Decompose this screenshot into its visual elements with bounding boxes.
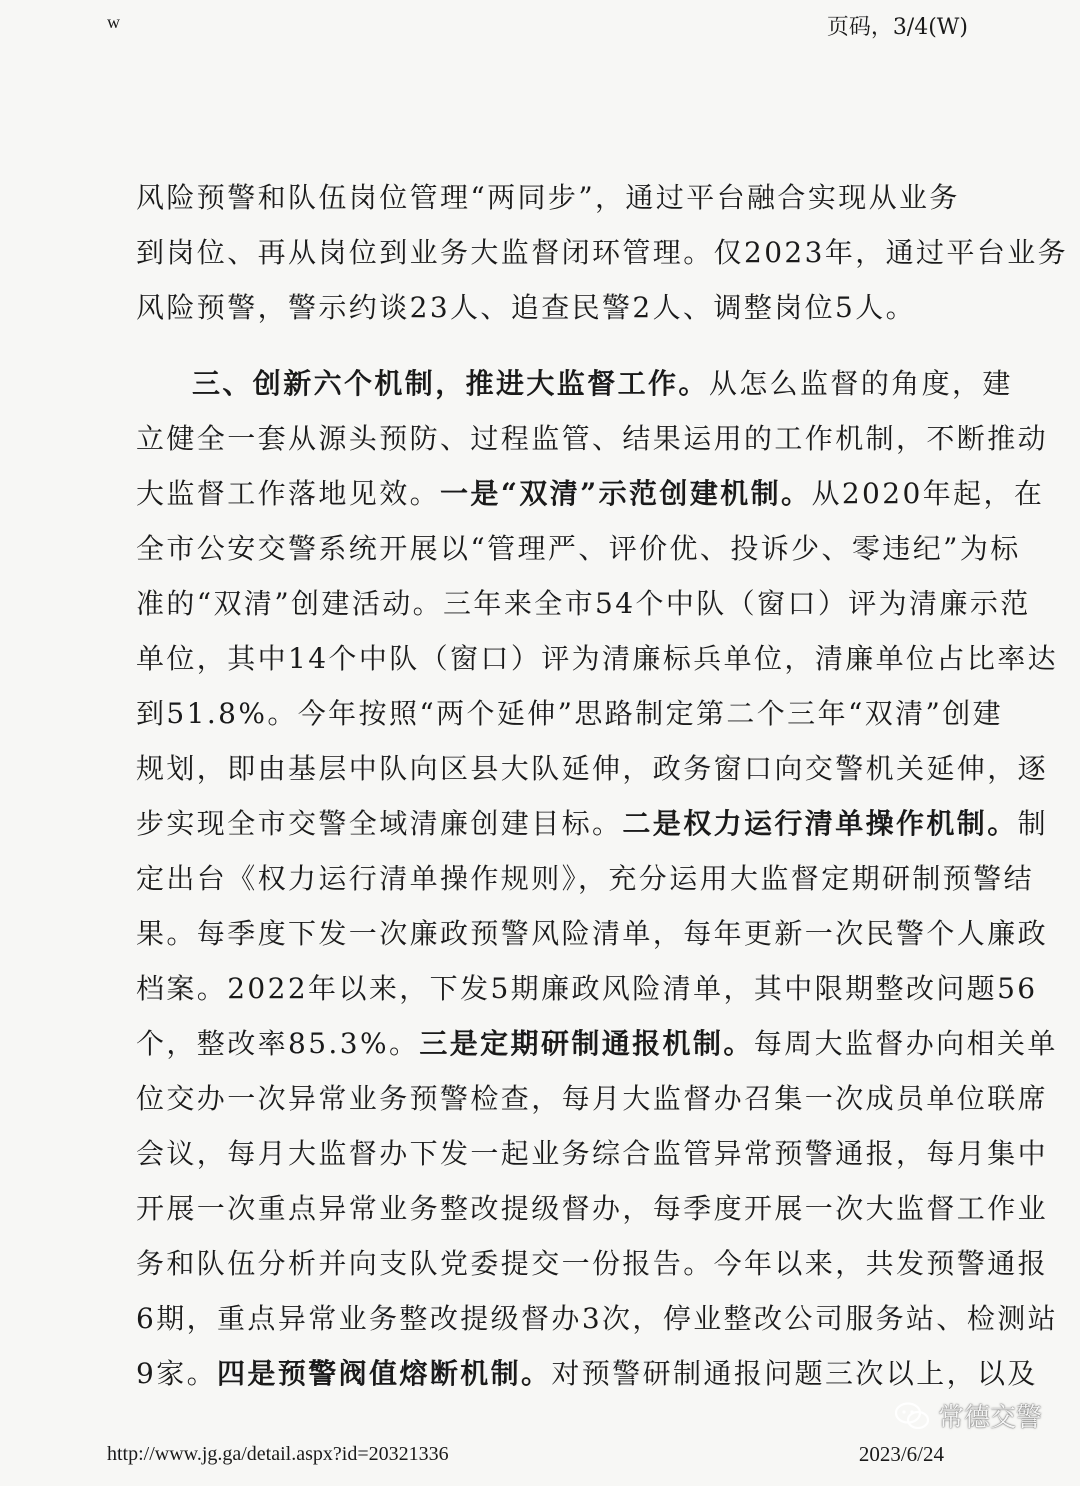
- text-segment: 位交办一次异常业务预警检查，每月大监督办召集一次成员单位联席: [136, 1082, 1049, 1115]
- text-line: [136, 796, 1049, 851]
- text-line: [136, 1291, 1059, 1346]
- footer-url: http://www.jg.ga/detail.aspx?id=20321336: [107, 1443, 449, 1465]
- text-segment: 每周大监督办向相关单: [753, 1027, 1058, 1060]
- text-segment: 大监督工作落地见效。: [136, 477, 441, 510]
- text-segment: 准的“双清”创建活动。三年来全市54个中队（窗口）评为清廉示范: [136, 587, 1031, 620]
- text-segment: 会议，每月大监督办下发一起业务综合监管异常预警通报，每月集中: [136, 1137, 1049, 1170]
- footer-date: 2023/6/24: [858, 1442, 944, 1466]
- text-segment: 风险预警和队伍岗位管理“两同步”，通过平台融合实现从业务: [136, 181, 960, 214]
- text-line: [136, 466, 1045, 521]
- text-segment: 果。每季度下发一次廉政预警风险清单，每年更新一次民警个人廉政: [136, 917, 1049, 950]
- text-line: [136, 1236, 1049, 1291]
- text-line: [136, 225, 1069, 280]
- watermark: [894, 1397, 1042, 1434]
- text-line: [136, 851, 1035, 906]
- text-line: [136, 521, 1021, 576]
- page-number: 页码，3/4(W): [826, 15, 968, 40]
- text-segment: 步实现全市交警全域清廉创建目标。: [136, 807, 623, 840]
- bold-heading-segment: 四是预警阀值熔断机制。: [217, 1357, 552, 1390]
- bold-heading-segment: 一是“双清”示范创建机制。: [440, 477, 812, 510]
- text-line: [136, 631, 1059, 686]
- text-segment: 规划，即由基层中队向区县大队延伸，政务窗口向交警机关延伸，逐: [136, 752, 1049, 785]
- text-segment: 务和队伍分析并向支队党委提交一份报告。今年以来，共发预警通报: [136, 1247, 1049, 1280]
- paragraph-1: [136, 170, 1069, 335]
- text-segment: 风险预警，警示约谈23人、追查民警2人、调整岗位5人。: [136, 291, 917, 324]
- text-segment: 定出台《权力运行清单操作规则》，充分运用大监督定期研制预警结: [136, 862, 1035, 895]
- text-line: [136, 686, 1004, 741]
- text-line: [136, 1181, 1049, 1236]
- text-segment: 个，整改率85.3%。: [136, 1027, 420, 1060]
- text-segment: 开展一次重点异常业务整改提级督办，每季度开展一次大监督工作业: [136, 1192, 1049, 1225]
- text-segment: 到岗位、再从岗位到业务大监督闭环管理。仅2023年，通过平台业务: [136, 236, 1069, 269]
- wechat-icon: [894, 1401, 930, 1431]
- text-line: [136, 906, 1049, 961]
- text-line: [136, 961, 1038, 1016]
- bold-heading-segment: 三、创新六个机制，推进大监督工作。: [192, 367, 709, 400]
- bold-heading-segment: 三是定期研制通报机制。: [419, 1027, 754, 1060]
- text-segment: 单位，其中14个中队（窗口）评为清廉标兵单位，清廉单位占比率达: [136, 642, 1059, 675]
- text-segment: 从怎么监督的角度，建: [708, 367, 1013, 400]
- text-segment: 制: [1017, 807, 1049, 840]
- text-segment: 全市公安交警系统开展以“管理严、评价优、投诉少、零违纪”为标: [136, 532, 1021, 565]
- text-line: [136, 1346, 1038, 1401]
- text-segment: 9家。: [136, 1357, 218, 1390]
- text-segment: 从2020年起，在: [811, 477, 1045, 510]
- text-line: [136, 1071, 1049, 1126]
- text-line: [136, 356, 1013, 411]
- text-line: [136, 170, 960, 225]
- text-line: [136, 576, 1031, 631]
- paragraph-2: [136, 356, 1059, 1401]
- header-mark: w: [107, 12, 120, 32]
- text-segment: 6期，重点异常业务整改提级督办3次，停业整改公司服务站、检测站: [136, 1302, 1059, 1335]
- text-line: [136, 280, 948, 335]
- text-segment: 到51.8%。今年按照“两个延伸”思路制定第二个三年“双清”创建: [136, 697, 1004, 730]
- text-segment: 对预警研制通报问题三次以上，以及: [551, 1357, 1038, 1390]
- text-segment: 档案。2022年以来，下发5期廉政风险清单，其中限期整改问题56: [136, 972, 1038, 1005]
- bold-heading-segment: 二是权力运行清单操作机制。: [622, 807, 1018, 840]
- watermark-text: 常德交警: [937, 1403, 1042, 1433]
- text-line: [136, 411, 1049, 466]
- text-line: [136, 741, 1049, 796]
- text-segment: 立健全一套从源头预防、过程监管、结果运用的工作机制，不断推动: [136, 422, 1049, 455]
- text-line: [136, 1126, 1049, 1181]
- text-line: [136, 1016, 1058, 1071]
